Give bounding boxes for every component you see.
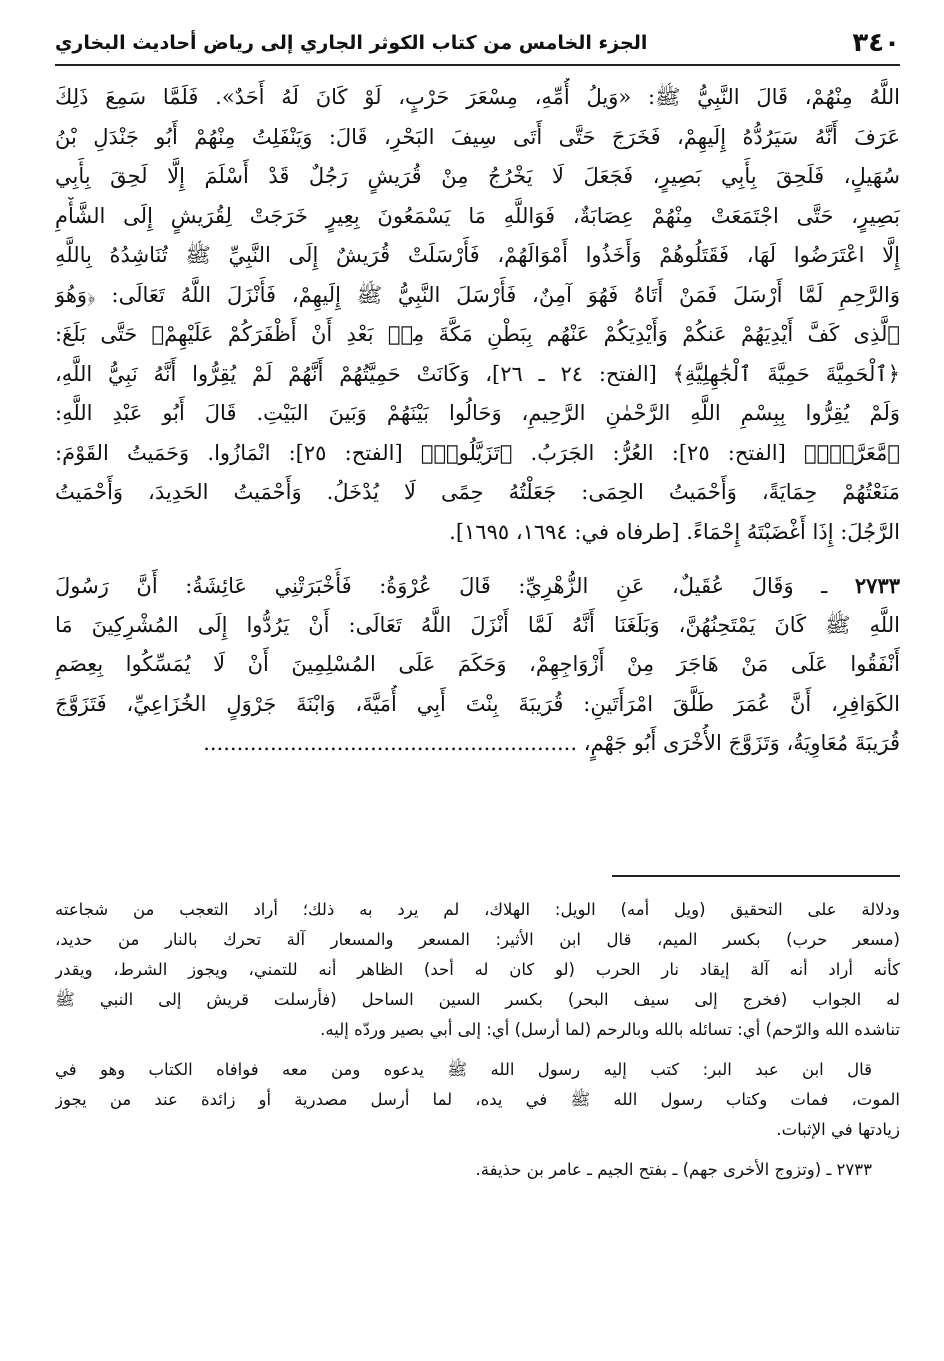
text-line: سُهَيلٍ، فَلَحِقَ بِأَبِي بَصِيرٍ، فَجَعَلَ لَا يَخْرُجُ مِنْ قُرَيشٍ رَجُلٌ قَدْ أَسْلَمَ إِلَّا لَحِقَ بِأَبِي <box>55 164 900 188</box>
note-line: ودلالة على التحقيق (ويل أمه) الويل: الهلاك، لم يرد به ذلك؛ أراد التعجب من شجاعته <box>55 900 900 919</box>
note-line: تناشده الله والرّحم) أي: تسائله بالله وبالرحم (لما أرسل) أي: إلى أبي بصير وردّه إليه. <box>320 1020 900 1039</box>
note-hadith-2733: ٢٧٣٣ ـ (وتزوج الأخرى جهم) ـ بفتح الجيم ـ عامر بن حذيفة. <box>475 1160 872 1179</box>
text-line: ﴿ٱلْحَمِيَّةَ حَمِيَّةَ ٱلْجَٰهِلِيَّةِ﴾ [الفتح: ٢٤ ـ ٢٦]، وَكَانَتْ حَمِيَّتُهُمْ أَنَّهُمْ لَمْ يُقِرُّوا أَنَّهُ نَبِيُّ اللَّهِ، <box>55 361 900 386</box>
hadith-number: ٢٧٣٣ <box>854 573 900 598</box>
text-line: بَصِيرٍ، حَتَّى اجْتَمَعَتْ مِنْهُمْ عِصَابَةٌ، فَوَاللَّهِ مَا يَسْمَعُونَ بِعِيرٍ خَرَجَتْ لِقُرَيشٍ إِلَى الشَّأْمِ <box>55 203 900 228</box>
main-text <box>55 78 900 764</box>
hadith-text: قُرَيبَةَ مُعَاوِيَةُ، وَتَزَوَّجَ الأُخْرَى أَبُو جَهْمٍ، <box>583 731 900 755</box>
page-header <box>55 22 900 66</box>
commentary-notes <box>55 895 900 1185</box>
text-line: الكَوَافِرِ، أَنَّ عُمَرَ طَلَّقَ امْرَأَتَينِ: قُرَيبَةَ بِنْتَ أَبِي أُمَيَّةَ، وَابْنَةَ جَرْوَلٍ الخُزَاعِيِّ، فَتَزَوَّجَ <box>55 691 900 716</box>
running-title: الجزء الخامس من كتاب الكوثر الجاري إلى رياض أحاديث البخاري <box>55 32 648 54</box>
note-line: قال ابن عبد البر: كتب إليه رسول الله ﷺ يدعوه ومن معه فوافاه الكتاب وهو في <box>55 1060 872 1079</box>
note-line: (مسعر حرب) بكسر الميم، قال ابن الأثير: المسعر والمسعار آلة تحرك بالنار من حديد، <box>55 930 900 949</box>
text-line: مَنَعْتُهُمْ حِمَايَةً، وَأَحْمَيتُ الحِمَى: جَعَلْتُهُ حِمًى لَا يُدْخَلُ. وَأَحْمَيتُ الحَدِيدَ، وَأَحْمَيتُ <box>55 480 900 504</box>
note-line: الموت، فمات وكتاب رسول الله ﷺ في يده، لما أرسل مصدرية أو زائدة عند من يجوز <box>55 1090 900 1109</box>
text-line-continued <box>55 724 900 764</box>
text-line: ﴿مَّعَرَّةٌۢ﴾ [الفتح: ٢٥]: العُرُّ: الجَرَبُ. ﴿تَزَيَّلُوا۟﴾ [الفتح: ٢٥]: انْمَازُوا. وَحَمَيتُ القَوْمَ: <box>55 440 900 465</box>
note-line: له الجواب (فخرج إلى سيف البحر) بكسر السين الساحل (فأرسلت قريش إلى النبي ﷺ <box>55 990 900 1009</box>
text-line: اللَّهِ ﷺ كَانَ يَمْتَحِنُهُنَّ، وَبَلَغَنَا أَنَّهُ لَمَّا أَنْزَلَ اللَّهُ تَعَالَى: أَنْ يَرُدُّوا إِلَى المُشْرِكِينَ مَا <box>55 612 900 637</box>
text-line: الرَّجُلَ: إِذَا أَغْضَبْتَهُ إِحْمَاءً. [طرفاه في: ١٦٩٤، ١٦٩٥]. <box>449 519 900 544</box>
note-line: زيادتها في الإثبات. <box>776 1120 900 1139</box>
text-line: وَلَمْ يُقِرُّوا بِبِسْمِ اللَّهِ الرَّحْمٰنِ الرَّحِيمِ، وَحَالُوا بَيْنَهُمْ وَبَينَ البَيْتِ. قَالَ أَبُو عَبْدِ اللَّهِ: <box>55 401 900 425</box>
continuation-dots: ........................................................ <box>203 731 578 755</box>
page-number: ٣٤٠ <box>852 28 900 58</box>
text-line: وَالرَّحِمِ لَمَّا أَرْسَلَ فَمَنْ أَتَاهُ فَهُوَ آمِنٌ، فَأَرْسَلَ النَّبِيُّ ﷺ إِلَيهِمْ، فَأَنْزَلَ اللَّهُ تَعَالَى: ﴿وَهُوَ <box>55 282 900 307</box>
hadith-text: ـ وَقَالَ عُقَيلٌ، عَنِ الزُّهْرِيِّ: قَالَ عُرْوَةُ: فَأَخْبَرَتْنِي عَائِشَةُ: أَنَّ رَسُولَ <box>55 574 828 598</box>
text-line: أَنْفَقُوا عَلَى مَنْ هَاجَرَ مِنْ أَزْوَاجِهِمْ، وَحَكَمَ عَلَى المُسْلِمِينَ أَنْ لَا يُمَسِّكُوا بِعِصَمِ <box>55 652 900 676</box>
note-line: كأنه أراد أنه آلة إيقاد نار الحرب (لو كان له أحد) الظاهر أنه للتمني، ويجوز الشرط، ويقدر <box>55 960 900 979</box>
text-line: عَرَفَ أَنَّهُ سَيَرُدُّهُ إِلَيهِمْ، فَخَرَجَ حَتَّى أَتَى سِيفَ البَحْرِ، قَالَ: وَيَنْفَلِتُ مِنْهُمْ أَبُو جَنْدَلِ بْنُ <box>55 124 900 149</box>
text-line: اللَّهُ مِنْهُمْ، قَالَ النَّبِيُّ ﷺ: «وَيلُ أُمِّهِ، مِسْعَرَ حَرْبٍ، لَوْ كَانَ لَهُ أَحَدٌ». فَلَمَّا سَمِعَ ذَلِكَ <box>55 85 900 109</box>
hadith-first-line <box>55 566 900 606</box>
text-line: إِلَّا اعْتَرَضُوا لَهَا، فَقَتَلُوهُمْ وَأَخَذُوا أَمْوَالَهُمْ، فَأَرْسَلَتْ قُرَيشٌ إِلَى النَّبِيِّ ﷺ تُنَاشِدُهُ بِاللَّهِ <box>55 243 900 267</box>
footnote-separator <box>612 875 900 877</box>
text-line: ٱلَّذِى كَفَّ أَيْدِيَهُمْ عَنكُمْ وَأَيْدِيَكُمْ عَنْهُم بِبَطْنِ مَكَّةَ مِنۢ بَعْدِ أَنْ أَظْفَرَكُمْ عَلَيْهِمْ﴾ حَتَّى بَلَغَ: <box>55 322 900 346</box>
